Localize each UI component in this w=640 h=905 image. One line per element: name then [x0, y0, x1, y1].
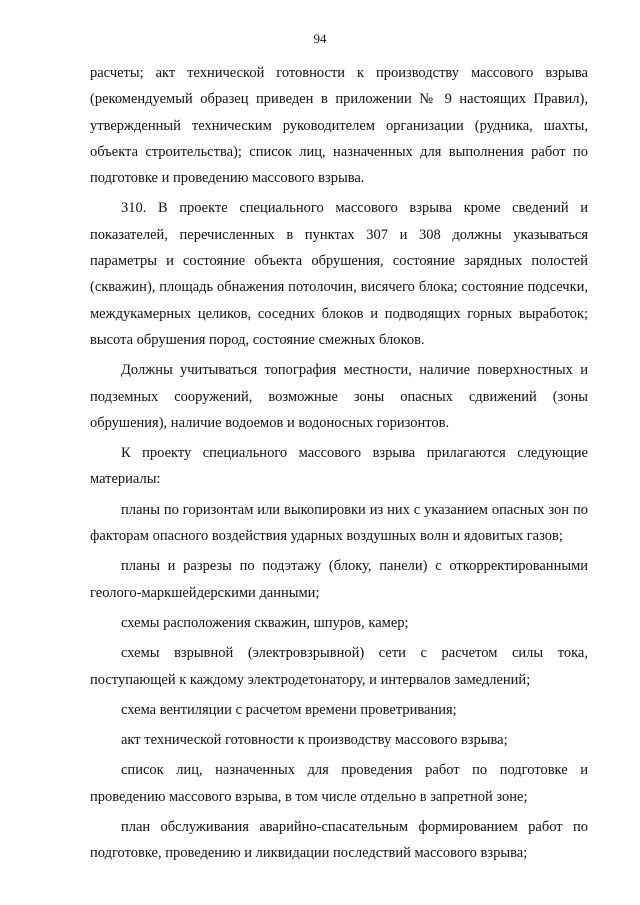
list-item-blasting-network: схемы взрывной (электровзрывной) сети с расчетом силы тока, поступающей к каждому электродетонатору, и интервалов замедлений; [90, 645, 588, 688]
list-item-plans-sections: планы и разрезы по подэтажу (блоку, панели) с откорректированными геолого-маркшейдерскими данными; [90, 558, 588, 601]
list-item-ventilation: схема вентиляции с расчетом времени проветривания; [121, 701, 457, 718]
list-item-rescue-plan: план обслуживания аварийно-спасательным формированием работ по подготовке, проведению и ликвидации последствий массового взрыва; [90, 819, 588, 862]
page-number: 94 [313, 31, 327, 46]
paragraph-materials-intro: К проекту специального массового взрыва прилагаются следующие материалы: [90, 445, 588, 488]
paragraph-topography: Должны учитываться топография местности, наличие поверхностных и подземных сооружений, возможные зоны опасных сдвижений (зоны обрушения), наличие водоемов и водоносных горизонтов. [90, 362, 588, 431]
list-item-borehole-layout: схемы расположения скважин, шпуров, камер; [121, 614, 409, 631]
list-item-readiness-act: акт технической готовности к производству массового взрыва; [121, 732, 508, 749]
list-item-plans-horizons: планы по горизонтам или выкопировки из них с указанием опасных зон по факторам опасного воздействия ударных воздушных волн и ядовитых газов; [90, 501, 588, 545]
paragraph-continuation: расчеты; акт технической готовности к производству массового взрыва (рекомендуемый образец приведен в приложении № 9 настоящих Правил), утвержденный техническим руководителем организации (рудника, шахты, объекта строительства); список лиц, назначенных для выполнения работ по подготовке и проведению массового взрыва. [90, 65, 588, 187]
paragraph-310: 310. В проекте специального массового взрыва кроме сведений и показателей, перечисленных в пунктах 307 и 308 должны указываться параметры и состояние объекта обрушения, состояние зарядных полостей (скважин), площадь обнажения потолочин, висячего блока; состояние подсечки, междукамерных целиков, соседних блоков и подводящих горных выработок; высота обрушения пород, состояние смежных блоков. [90, 200, 588, 348]
document-body [90, 60, 588, 867]
list-item-personnel-list: список лиц, назначенных для проведения работ по подготовке и проведению массового взрыва, в том числе отдельно в запретной зоне; [90, 762, 588, 805]
